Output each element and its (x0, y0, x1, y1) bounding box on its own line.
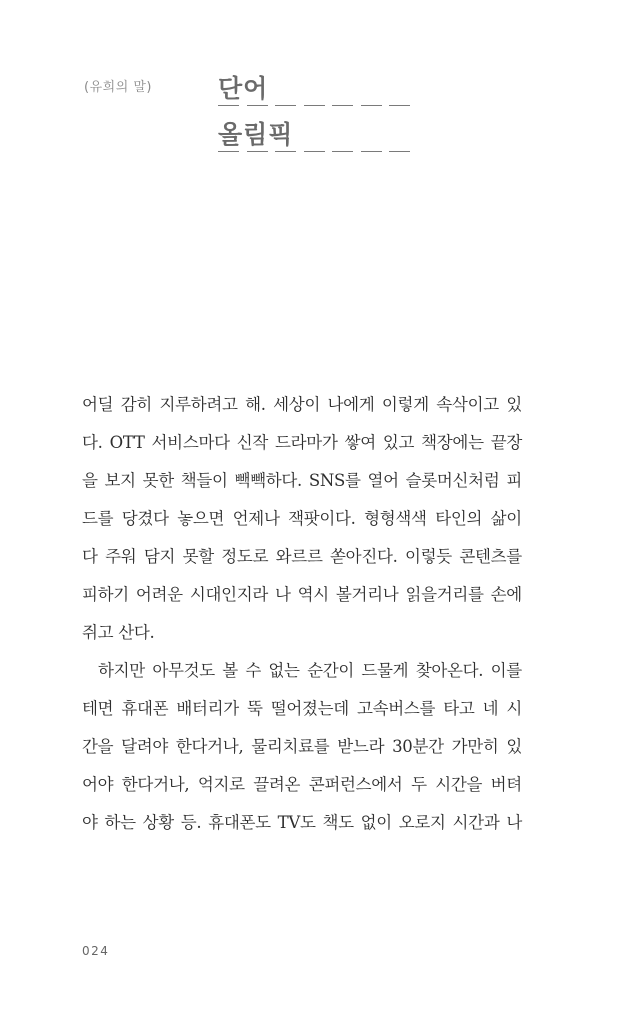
text-line: 쥐고 산다. (82, 623, 155, 642)
vocabulary-word (218, 120, 410, 150)
text-line: 피하기 어려운 시대인지라 나 역시 볼거리나 읽을거리를 손에 (82, 585, 522, 604)
body-paragraphs (82, 386, 522, 842)
text-line: 다. OTT 서비스마다 신작 드라마가 쌓여 있고 책장에는 끝장 (82, 433, 522, 452)
vocabulary-word (218, 74, 410, 104)
answer-blank-line (218, 105, 410, 108)
speaker-label: (유희의 말) (84, 80, 153, 95)
text-line: 하지만 아무것도 볼 수 없는 순간이 드물게 찾아온다. 이를 (98, 661, 522, 680)
answer-blank-line (218, 151, 410, 154)
page-number: 024 (82, 944, 110, 958)
vocabulary-word-text: 단어 (218, 74, 269, 103)
text-line: 간을 달려야 한다거나, 물리치료를 받느라 30분간 가만히 있 (82, 737, 522, 756)
text-line: 다 주워 담지 못할 정도로 와르르 쏟아진다. 이렇듯 콘텐츠를 (82, 547, 522, 566)
text-line: 테면 휴대폰 배터리가 뚝 떨어졌는데 고속버스를 타고 네 시 (82, 699, 522, 718)
text-line: 야 하는 상황 등. 휴대폰도 TV도 책도 없이 오로지 시간과 나 (82, 813, 522, 832)
vocabulary-word-text: 올림픽 (218, 120, 294, 149)
text-line: 드를 당겼다 놓으면 언제나 잭팟이다. 형형색색 타인의 삶이 (82, 509, 522, 528)
text-line: 을 보지 못한 책들이 빽빽하다. SNS를 열어 슬롯머신처럼 피 (82, 471, 522, 490)
text-line: 어야 한다거나, 억지로 끌려온 콘퍼런스에서 두 시간을 버텨 (82, 775, 522, 794)
text-line: 어딜 감히 지루하려고 해. 세상이 나에게 이렇게 속삭이고 있 (82, 395, 522, 414)
